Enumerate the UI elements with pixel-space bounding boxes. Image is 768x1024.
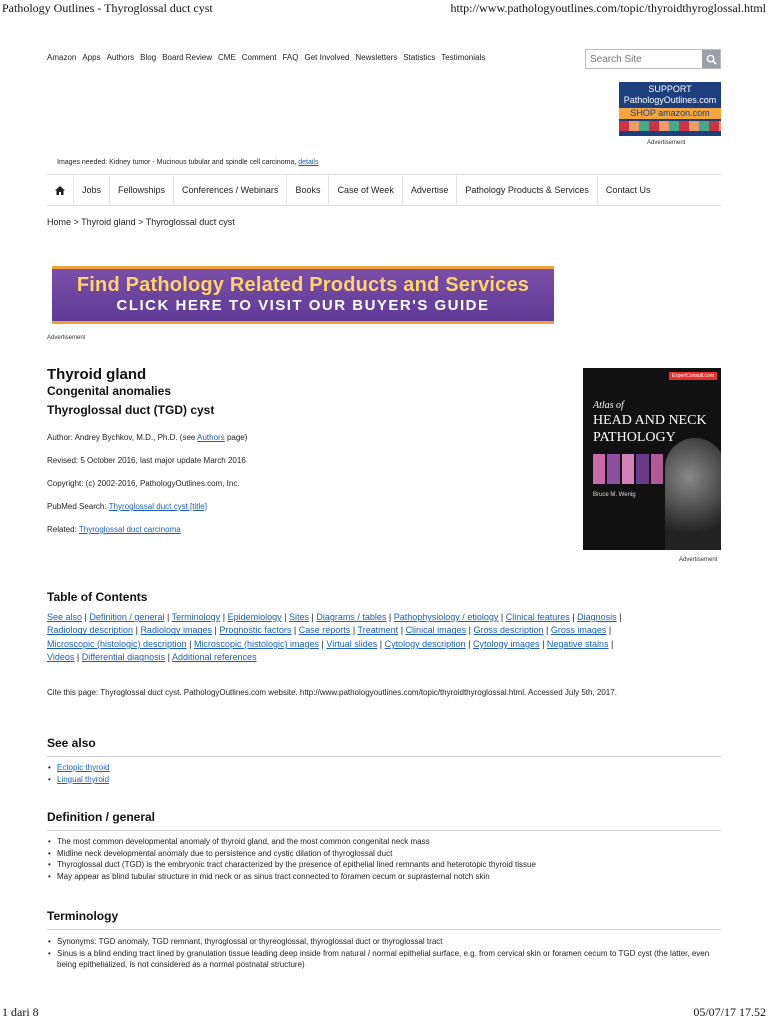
toc-link[interactable]: Radiology description — [47, 625, 134, 636]
toc-link[interactable]: Microscopic (histologic) images — [193, 638, 319, 649]
see-also-link[interactable]: Lingual thyroid — [57, 774, 110, 784]
toc-title: Table of Contents — [47, 590, 148, 604]
see-also-heading: See also — [47, 736, 721, 757]
support-ad-stripe — [619, 121, 721, 131]
copyright-line: Copyright: (c) 2002-2016, PathologyOutlines.com, Inc. — [47, 479, 240, 488]
images-needed-details-link[interactable]: details — [298, 159, 319, 166]
list-item: • Midline neck developmental anomaly due to persistence and cystic dilation of thyroglossal duct — [47, 848, 717, 860]
toc-link[interactable]: Treatment — [357, 625, 399, 636]
related-line — [47, 525, 577, 534]
related-label: Related: — [47, 525, 77, 534]
breadcrumb[interactable]: Home > Thyroid gland > Thyroglossal duct cyst — [47, 217, 235, 227]
definition-list — [47, 836, 717, 882]
top-nav-link[interactable]: Newsletters — [355, 53, 398, 62]
top-nav-link[interactable]: Board Review — [162, 53, 212, 62]
topic-header — [47, 366, 577, 534]
top-nav-link[interactable]: Testimonials — [441, 53, 486, 62]
book-title-line2: PATHOLOGY — [593, 430, 676, 445]
support-ad-line1: SUPPORT — [648, 84, 692, 94]
page-number: 1 dari 8 — [2, 1005, 39, 1019]
toc-link[interactable]: Cytology description — [384, 638, 466, 649]
top-nav — [47, 53, 485, 62]
book-title-line1: HEAD AND NECK — [593, 413, 707, 428]
toc-links: See also | Definition / general | Terminology | Epidemiology | Sites | Diagrams / tables | Pathophysiology / etiology | Clinical features | Diagnosis | Radiology description | Radiology images | Prognostic factors | Case reports | Treatment | Clinical images | Gross description | Gross images | Microscopic (histologic) description | Microscopic (histologic) images | Virtual slides | Cytology description | Cytology images | Negative stains | Videos | Differential diagnosis | Additional references — [47, 612, 622, 663]
section-title: Thyroid gland — [47, 366, 147, 383]
related-link[interactable]: Thyroglossal duct carcinoma — [78, 525, 181, 534]
book-author: Bruce M. Wenig — [593, 492, 636, 498]
print-header — [0, 0, 768, 18]
top-nav-link[interactable]: Authors — [106, 53, 135, 62]
advertisement-label: Advertisement — [647, 140, 686, 146]
nav-case-of-week[interactable]: Case of Week — [329, 175, 402, 205]
home-icon — [55, 186, 65, 195]
toc-link[interactable]: Gross images — [550, 625, 607, 636]
nav-books[interactable]: Books — [287, 175, 329, 205]
toc-link[interactable]: Pathophysiology / etiology — [393, 612, 499, 622]
toc-link[interactable]: Gross description — [473, 625, 544, 636]
top-nav-link[interactable]: Get Involved — [304, 53, 350, 62]
toc-link[interactable]: Diagrams / tables — [316, 612, 387, 622]
search-button[interactable] — [702, 50, 720, 68]
toc-link[interactable]: Prognostic factors — [219, 625, 292, 636]
nav-conferences[interactable]: Conferences / Webinars — [174, 175, 287, 205]
list-item: • The most common developmental anomaly of thyroid gland, and the most common congenital neck mass — [47, 836, 717, 848]
top-nav-link[interactable]: Comment — [241, 53, 277, 62]
nav-contact-us[interactable]: Contact Us — [605, 185, 651, 195]
nav-advertise[interactable]: Advertise — [403, 175, 458, 205]
top-nav-link[interactable]: Amazon — [47, 53, 77, 62]
toc-link[interactable]: Clinical images — [405, 625, 467, 636]
authors-link[interactable]: Authors — [197, 433, 225, 442]
top-nav-link[interactable]: Statistics — [403, 53, 436, 62]
support-ad-shop: SHOP amazon.com — [619, 108, 721, 119]
pubmed-line — [47, 502, 577, 511]
nav-products-services[interactable]: Pathology Products & Services — [457, 175, 598, 205]
nav-home[interactable] — [47, 175, 74, 205]
toc-link[interactable]: Definition / general — [89, 612, 165, 622]
see-also-list — [47, 762, 717, 785]
pubmed-link[interactable]: Thyroglossal duct cyst [title] — [108, 502, 207, 511]
toc-link[interactable]: Differential diagnosis — [81, 652, 166, 663]
print-footer — [0, 1002, 768, 1024]
banner-cta: CLICK HERE TO VISIT OUR BUYER'S GUIDE — [116, 297, 490, 314]
images-needed-notice — [57, 159, 318, 166]
toc-link[interactable]: Radiology images — [140, 625, 212, 636]
list-item — [47, 774, 717, 786]
author-text: Author: Andrey Bychkov, M.D., Ph.D. (see — [47, 433, 196, 442]
top-nav-link[interactable]: Blog — [140, 53, 157, 62]
print-page-url: http://www.pathologyoutlines.com/topic/thyroidthyroglossal.html — [450, 1, 766, 15]
book-atlas-label: Atlas of — [593, 400, 624, 411]
print-page-title: Pathology Outlines - Thyroglossal duct cyst — [2, 1, 213, 15]
top-nav-link[interactable]: FAQ — [282, 53, 299, 62]
list-item: • May appear as blind tubular structure in mid neck or as sinus tract connected to foramen cecum or suprasternal notch skin — [47, 871, 717, 883]
support-ad[interactable] — [619, 82, 721, 136]
support-ad-line2: PathologyOutlines.com — [623, 95, 717, 105]
images-needed-text: Images needed: Kidney tumor - Mucinous tubular and spindle cell carcinoma, — [57, 159, 297, 166]
nav-jobs[interactable]: Jobs — [74, 175, 110, 205]
cite-this-page: Cite this page: Thyroglossal duct cyst. PathologyOutlines.com website. http://www.pathologyoutlines.com/topic/thyroidthyroglossal.html. Accessed July 5th, 2017. — [47, 688, 617, 697]
list-item: • Sinus is a blind ending tract lined by granulation tissue leading deep inside from natural / normal epithelial surface, e.g. from cervical skin or foramen cecum to TGD cyst (the latter, even being epithelialized, is not considered as a normal postnatal structure) — [47, 948, 717, 971]
print-datetime: 05/07/17 17.52 — [693, 1005, 766, 1019]
toc-link[interactable]: See also — [47, 612, 83, 622]
toc-link[interactable]: Additional references — [172, 652, 257, 663]
advertisement-label: Advertisement — [679, 557, 718, 563]
author-suffix: page) — [226, 433, 248, 442]
book-publisher: ExpertConsult.com — [669, 372, 717, 380]
top-nav-link[interactable]: CME — [218, 53, 236, 62]
toc-link[interactable]: Diagnosis — [577, 612, 617, 622]
topic-title: Thyroglossal duct (TGD) cyst — [47, 403, 215, 417]
subsection-title: Congenital anomalies — [47, 384, 172, 398]
book-slide-images — [593, 454, 663, 484]
list-item: • Synonyms: TGD anomaly, TGD remnant, thyroglossal or thyreoglossal, thyroglossal duct or thyroglossal tract — [47, 936, 717, 948]
terminology-list — [47, 936, 717, 971]
toc-link[interactable]: Epidemiology — [227, 612, 282, 622]
buyers-guide-banner[interactable] — [52, 266, 554, 324]
terminology-heading: Terminology — [47, 909, 721, 930]
nav-fellowships[interactable]: Fellowships — [110, 175, 174, 205]
advertisement-label: Advertisement — [47, 335, 86, 341]
toc-link[interactable]: Microscopic (histologic) description — [47, 638, 187, 649]
search-box — [585, 49, 721, 69]
list-item: • Thyroglossal duct (TGD) is the embryonic tract characterized by the presence of epithelial lined remnants and heterotopic thyroid tissue — [47, 859, 717, 871]
toc-link[interactable]: Cytology images — [473, 638, 540, 649]
toc-link[interactable]: Case reports — [298, 625, 351, 636]
see-also-link[interactable]: Ectopic thyroid — [57, 763, 110, 772]
banner-headline: Find Pathology Related Products and Services — [76, 274, 530, 296]
search-input[interactable] — [586, 50, 702, 68]
book-ad[interactable] — [583, 368, 721, 550]
top-nav-link[interactable]: Apps — [82, 53, 101, 62]
book-cover-head-image — [665, 438, 721, 550]
toc-link[interactable]: Negative stains — [546, 638, 609, 649]
author-line — [47, 433, 577, 442]
toc-link[interactable]: Clinical features — [505, 612, 570, 622]
toc-link[interactable]: Virtual slides — [326, 638, 378, 649]
toc-link[interactable]: Videos — [47, 652, 75, 663]
toc-link[interactable]: Terminology — [171, 612, 221, 622]
revised-line: Revised: 5 October 2016, last major update March 2016 — [47, 456, 246, 465]
main-nav — [47, 174, 721, 206]
definition-heading: Definition / general — [47, 810, 721, 831]
toc-link[interactable]: Sites — [288, 612, 309, 622]
pubmed-label: PubMed Search: — [47, 502, 107, 511]
search-icon — [706, 54, 717, 65]
list-item — [47, 762, 717, 774]
